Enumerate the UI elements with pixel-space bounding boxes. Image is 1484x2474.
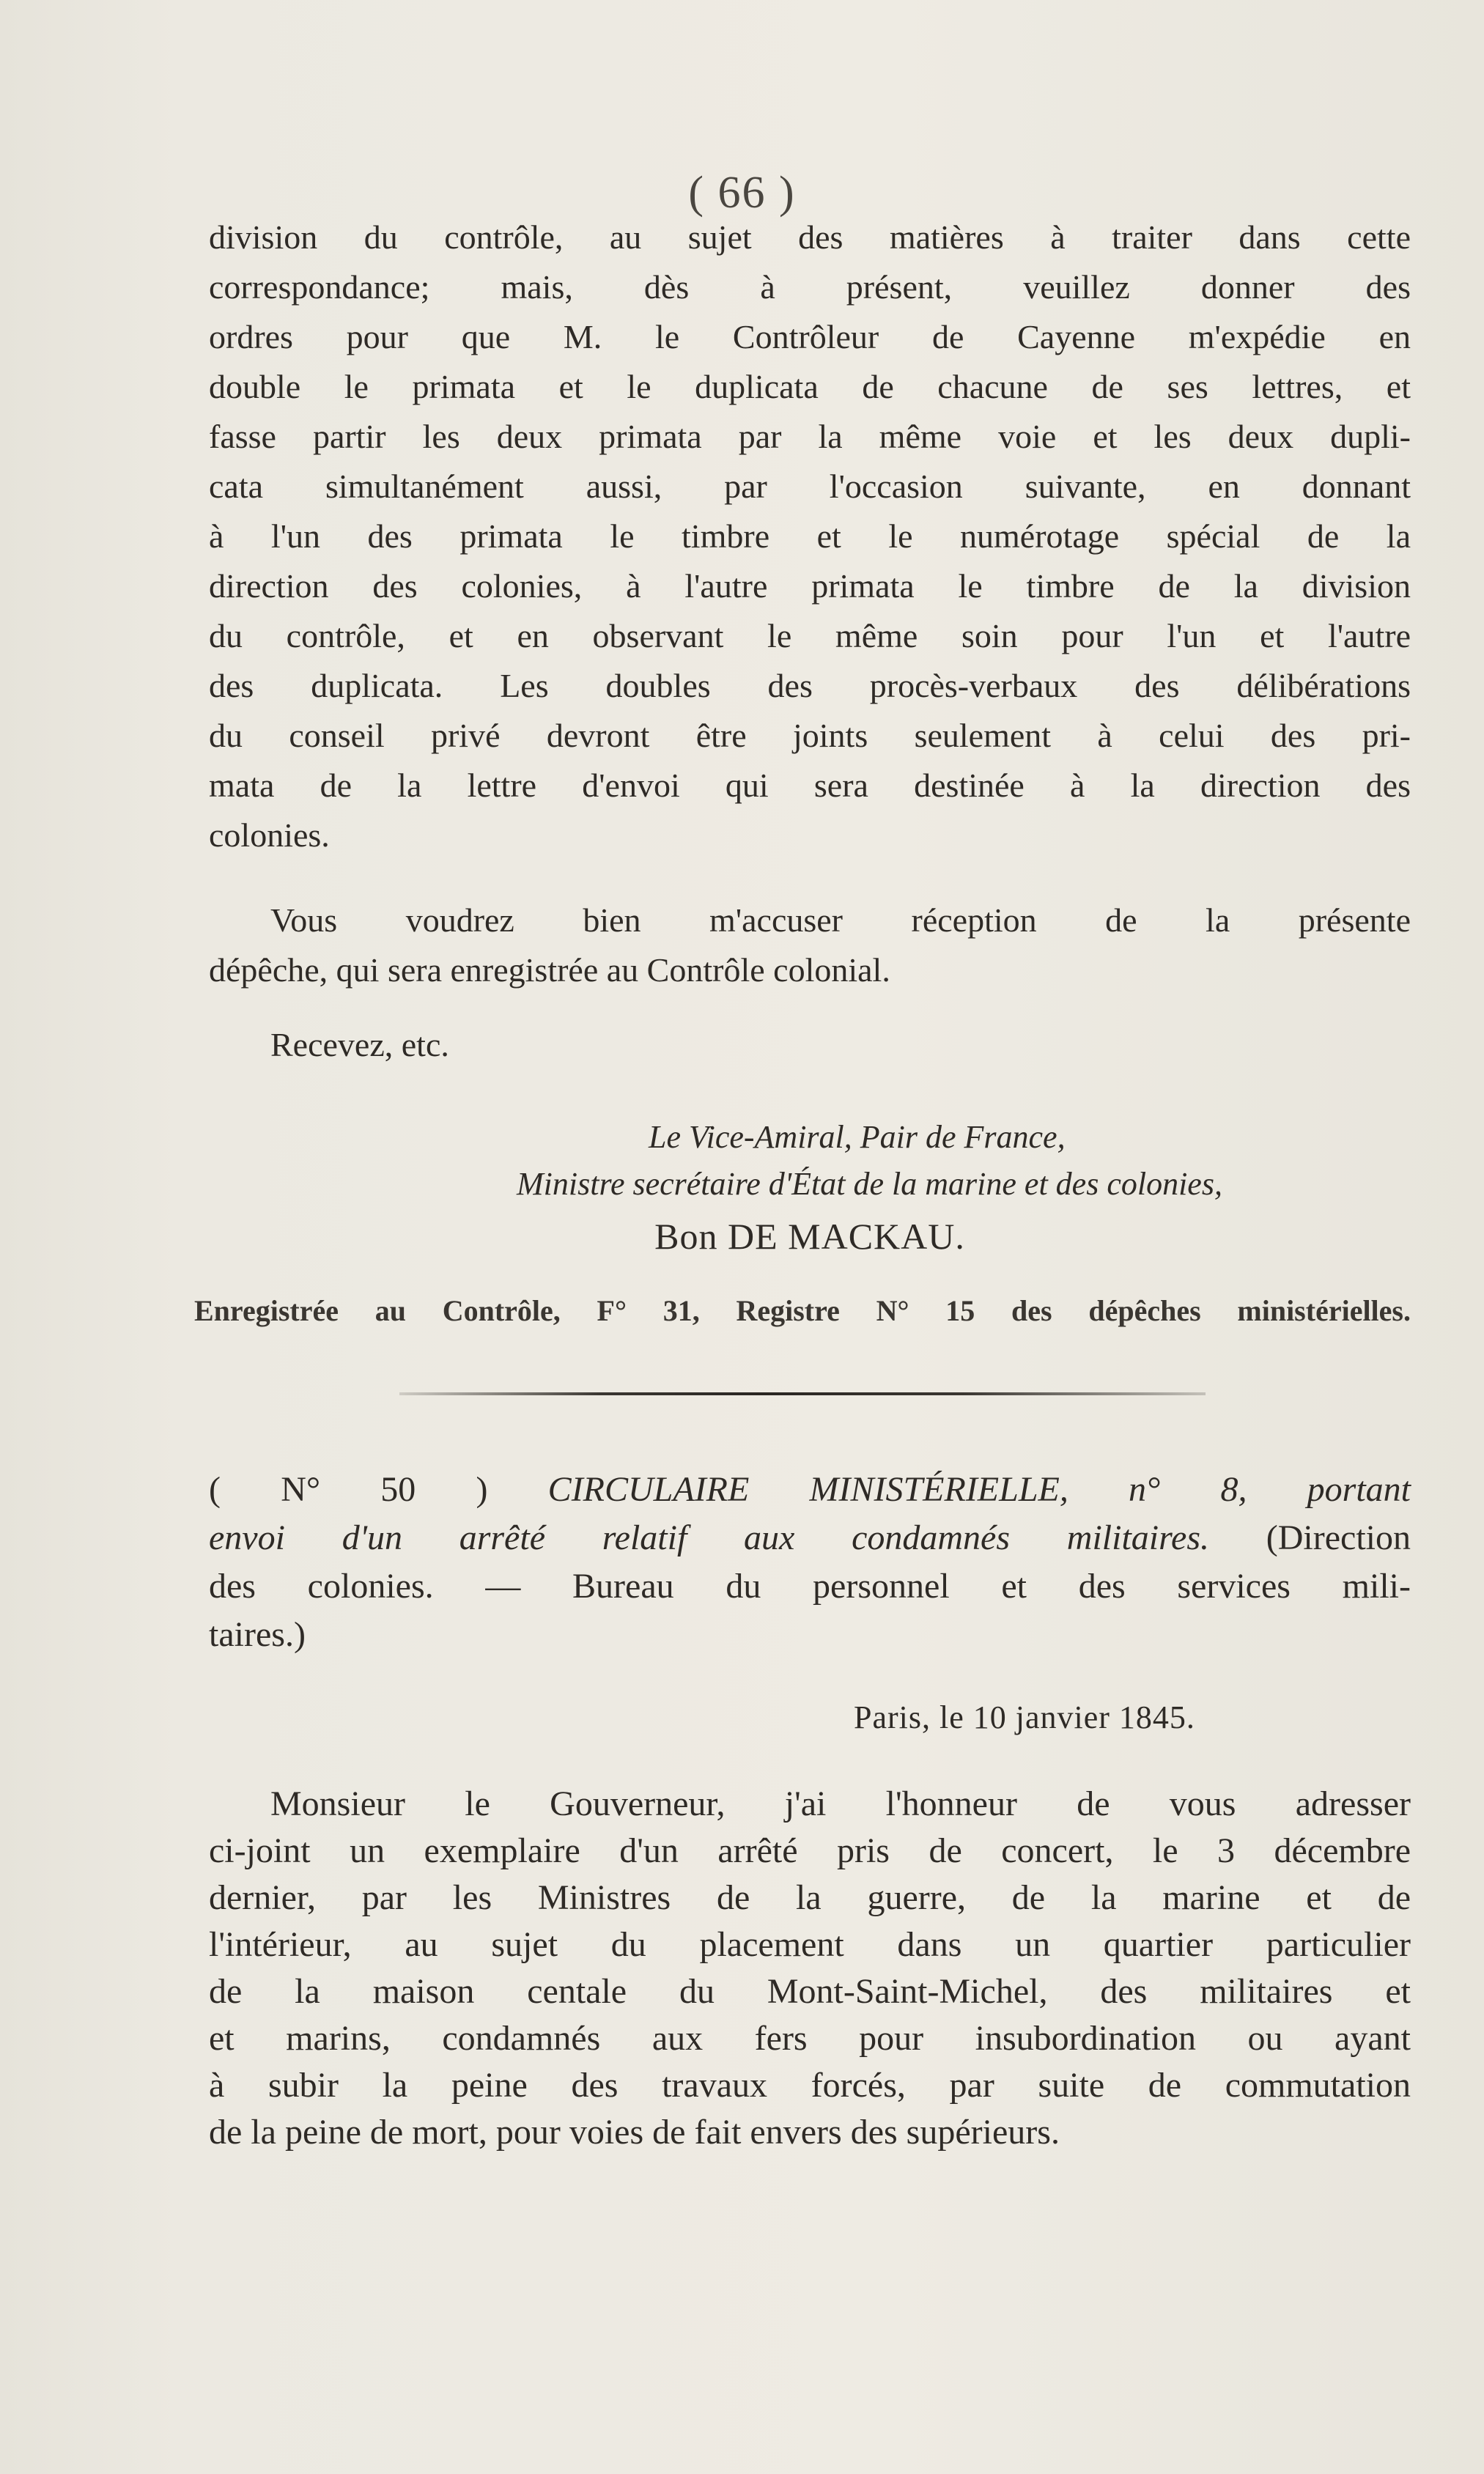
closing-formula: Recevez, etc. <box>270 1026 449 1063</box>
text-line: à l'un des primata le timbre et le numérotage spécial de la <box>209 517 1411 555</box>
circular-direction-line: des colonies. — Bureau du personnel et des services mili- <box>209 1567 1411 1606</box>
text-line: dépêche, qui sera enregistrée au Contrôle colonial. <box>209 951 890 989</box>
circular-direction: (Direction <box>1266 1518 1411 1557</box>
circular-heading <box>209 1466 1411 1659</box>
text-line: l'intérieur, au sujet du placement dans un quartier particulier <box>209 1925 1411 1964</box>
page-number: ( 66 ) <box>688 168 796 218</box>
text-line: Vous voudrez bien m'accuser réception de la présente <box>270 901 1411 939</box>
text-line: des duplicata. Les doubles des procès-verbaux des délibérations <box>209 667 1411 704</box>
circular-number: ( N° 50 ) <box>209 1470 488 1509</box>
circular-body-paragraph <box>209 1781 1411 2156</box>
text-line: colonies. <box>209 816 330 854</box>
acknowledgement-paragraph <box>209 896 1411 995</box>
circular-title-continuation: envoi d'un arrêté relatif aux condamnés militaires. <box>209 1518 1210 1557</box>
circular-date: Paris, le 10 janvier 1845. <box>854 1699 1195 1735</box>
signature-title-line: Ministre secrétaire d'État de la marine et des colonies, <box>517 1166 1222 1202</box>
circular-direction-line: taires.) <box>209 1615 306 1654</box>
section-divider <box>399 1392 1206 1395</box>
closing-paragraph <box>209 1020 1411 1070</box>
text-line: ordres pour que M. le Contrôleur de Cayenne m'expédie en <box>209 318 1411 355</box>
text-line: fasse partir les deux primata par la même voie et les deux dupli- <box>209 418 1411 455</box>
circular-title-line <box>209 1514 1411 1562</box>
registration-note: Enregistrée au Contrôle, F° 31, Registre N° 15 des dépêches ministérielles. <box>194 1294 1411 1327</box>
text-line: correspondance; mais, dès à présent, veuillez donner des <box>209 268 1411 306</box>
circular-title-line <box>209 1466 1411 1514</box>
text-line: dernier, par les Ministres de la guerre, de la marine et de <box>209 1878 1411 1917</box>
text-line: double le primata et le duplicata de chacune de ses lettres, et <box>209 368 1411 405</box>
text-line: à subir la peine des travaux forcés, par suite de commutation <box>209 2066 1411 2105</box>
text-line: de la maison centale du Mont-Saint-Michel, des militaires et <box>209 1972 1411 2011</box>
circular-title: CIRCULAIRE MINISTÉRIELLE, n° 8, portant <box>547 1470 1411 1509</box>
text-line: direction des colonies, à l'autre primata le timbre de la division <box>209 567 1411 605</box>
text-line: et marins, condamnés aux fers pour insubordination ou ayant <box>209 2019 1411 2058</box>
signatory-name: Bon DE MACKAU. <box>654 1216 965 1257</box>
text-line: cata simultanément aussi, par l'occasion suivante, en donnant <box>209 468 1411 505</box>
letter-continuation-paragraph <box>209 213 1411 860</box>
text-line: division du contrôle, au sujet des matières à traiter dans cette <box>209 218 1411 256</box>
signature-title-line: Le Vice-Amiral, Pair de France, <box>649 1119 1066 1155</box>
text-line: ci-joint un exemplaire d'un arrêté pris de concert, le 3 décembre <box>209 1831 1411 1870</box>
text-line: du conseil privé devront être joints seulement à celui des pri- <box>209 717 1411 754</box>
text-line: du contrôle, et en observant le même soin pour l'un et l'autre <box>209 617 1411 654</box>
text-line: mata de la lettre d'envoi qui sera destinée à la direction des <box>209 767 1411 804</box>
text-line: Monsieur le Gouverneur, j'ai l'honneur de vous adresser <box>270 1784 1411 1823</box>
signature-title <box>209 1114 1411 1208</box>
text-line: de la peine de mort, pour voies de fait envers des supérieurs. <box>209 2113 1060 2152</box>
